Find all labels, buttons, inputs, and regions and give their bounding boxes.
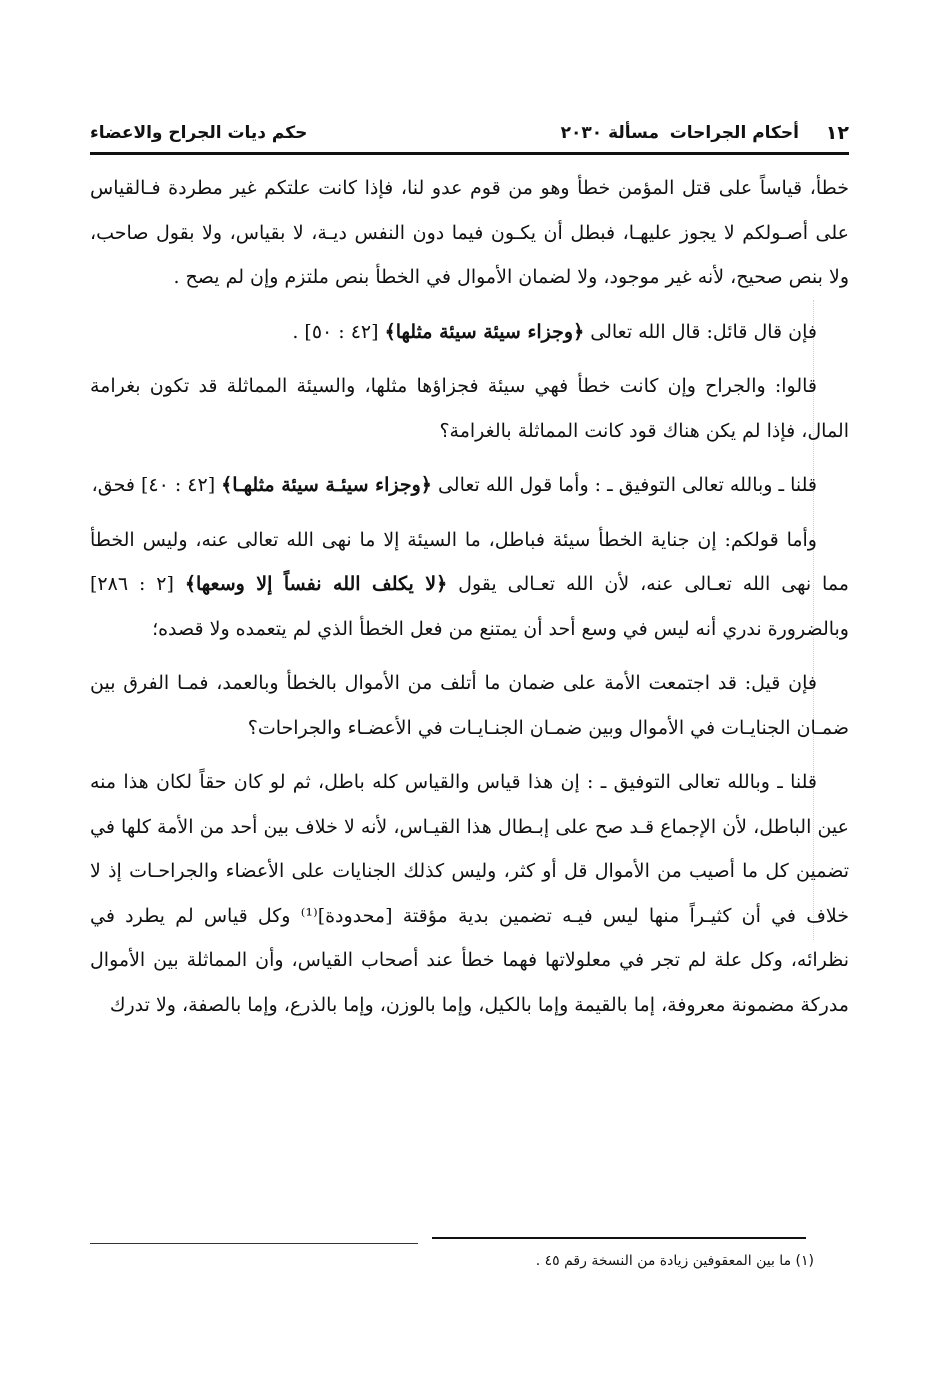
text-segment: قالوا: والجراح وإن كانت خطأ فهي سيئة فجزاؤها مثلها، والسيئة المماثلة قد تكون بغرامة المال، فإذا لم يكن هناك قود كانت المماثلة بالغرامة؟ bbox=[90, 375, 849, 442]
quran-verse: ﴿وجزاء سيئـة سيئة مثلهـا﴾ bbox=[221, 474, 432, 496]
paragraph-p2 bbox=[90, 310, 849, 355]
paragraph-p6 bbox=[90, 661, 849, 750]
text-segment: فإن قيل: قد اجتمعت الأمة على ضمان ما أتلف من الأموال بالخطأ وبالعمد، فمـا الفرق بين ضمـان الجنايـات في الأموال وبين ضمـان الجنـايـات في الأعضـاء والجراحات؟ bbox=[90, 672, 849, 739]
paragraph-p4 bbox=[90, 463, 849, 508]
header-rule bbox=[90, 152, 849, 155]
text-segment: وكل قياس لم يطرد في نظرائه، وكل علة لم تجر في معلولاتها فهما خطأ عند أصحاب القياس، وأن المماثلة بين الأموال مدركة مضمونة معروفة، إما بالقيمة وإما بالكيل، وإما بالوزن، وإما بالذرع، وإما بالصفة، ولا تدرك bbox=[90, 904, 849, 1016]
paragraph-p7 bbox=[90, 760, 849, 1027]
paragraph-gap bbox=[90, 453, 849, 463]
chapter-title: حكم ديات الجراح والاعضاء bbox=[90, 123, 308, 143]
paragraph-gap bbox=[90, 508, 849, 518]
quran-verse: ﴿لا يكلف الله نفساً إلا وسعها﴾ bbox=[184, 573, 448, 595]
footnote-rule bbox=[432, 1237, 806, 1239]
text-segment: فإن قال قائل: قال الله تعالى bbox=[584, 320, 817, 343]
text-segment: ⁽¹⁾ bbox=[300, 904, 318, 927]
text-segment: قلنا ـ وبالله تعالى التوفيق ـ : وأما قول الله تعالى bbox=[431, 474, 817, 496]
paragraph-p1 bbox=[90, 166, 849, 300]
paragraph-gap bbox=[90, 651, 849, 661]
running-header bbox=[90, 115, 849, 151]
body-text bbox=[90, 166, 849, 1027]
paragraph-gap bbox=[90, 354, 849, 364]
text-segment: [٤٢ : ٥٠] . bbox=[292, 320, 385, 343]
paragraph-gap bbox=[90, 300, 849, 310]
footnote-rule-short bbox=[90, 1243, 418, 1244]
paragraph-gap bbox=[90, 750, 849, 760]
paragraph-p5 bbox=[90, 518, 849, 652]
paragraph-p3 bbox=[90, 364, 849, 453]
quran-verse: ﴿وجزاء سيئة سيئة مثلها﴾ bbox=[384, 320, 585, 343]
text-segment: [٤٢ : ٤٠] فحق، bbox=[91, 474, 222, 496]
text-segment: وأما قولكم: إن جناية الخطأ سيئة فباطل، ما السيئة إلا ما نهى الله تعالى عنه، وليس الخطأ مما نهى الله تعـالى عنه، لأن الله تعـالى يقول bbox=[90, 528, 849, 595]
book-title: أحكام الجراحات bbox=[669, 123, 799, 143]
text-segment: [٢ : ٢٨٦] وبالضرورة ندري أنه ليس في وسع أحد أن يمتنع من فعل الخطأ الذي لم يتعمده ولا قصده؛ bbox=[90, 573, 849, 640]
page-number: ١٢ bbox=[825, 122, 849, 144]
footnote: (١) ما بين المعقوفين زيادة من النسخة رقم ٤٥ . bbox=[535, 1253, 814, 1269]
text-segment: خطأ، قياساً على قتل المؤمن خطأ وهو من قوم عدو لنا، فإذا كانت علتكم غير مطردة فـالقياس على أصـولكم لا يجوز عليهـا، فبطل أن يكـون فيما دون النفس ديـة، لا بقياس، ولا بقول صاحب، ولا بنص صحيح، لأنه غير موجود، ولا لضمان الأموال في الخطأ بنص ملتزم وإن لم يصح . bbox=[90, 177, 849, 288]
issue-number: مسألة ٢٠٣٠ bbox=[560, 123, 659, 143]
text-segment: قلنا ـ وبالله تعالى التوفيق ـ : إن هذا قياس والقياس كله باطل، ثم لو كان حقاً لكان هذا منه عين الباطل، لأن الإجماع قـد صح على إبـطال هذا القيـاس، لأنه لا خلاف بين أحد من الأمة كلها في تضمين كل ما أصيب من الأموال قل أو كثر، وليس كذلك الجنايات على الأعضاء والجراحـات إذ لا خلاف في أن كثيـراً منها ليس فيـه تضمين بدية مؤقتة [محدودة] bbox=[90, 771, 849, 927]
